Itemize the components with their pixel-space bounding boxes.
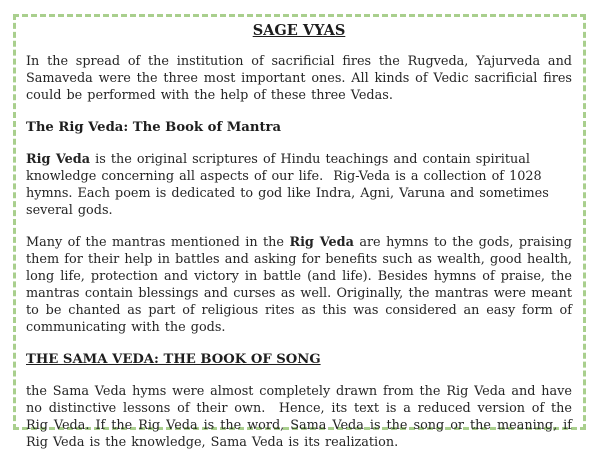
- page-title: SAGE VYAS: [252, 22, 346, 39]
- mantras-text-post: are hymns to the gods, praising them for their help in battles and asking for benefits such as wealth, good health, long life, protection and victory in battle (and life). Besides hymns of praise, the mantras contain blessings and curses as well. Originally, the mantras were meant to be chanted as part of religious rites as this was considered an easy form of communicating with the gods.: [26, 235, 572, 335]
- mantras-text-pre: Many of the mantras mentioned in the: [26, 235, 290, 250]
- paragraph-mantras: [26, 234, 572, 336]
- rig-veda-bold-inline: Rig Veda: [289, 235, 354, 250]
- content-frame: [13, 14, 586, 450]
- paragraph-sama-veda: the Sama Veda hyms were almost completely drawn from the Rig Veda and have no distinctive lessons of their own. Hence, its text is a reduced version of the Rig Veda. If the Rig Veda is the word, Sama Veda is the song or the meaning, if Rig Veda is the knowledge, Sama Veda is its realization.: [26, 384, 572, 450]
- heading-sama-veda: THE SAMA VEDA: THE BOOK OF SONG: [26, 352, 321, 367]
- rig-veda-text: is the original scriptures of Hindu teachings and contain spiritual knowledge concerning all aspects of our life. Rig-Veda is a collection of 1028 hymns. Each poem is dedicated to god like Indra, Agni, Varuna and sometimes several gods.: [26, 152, 549, 218]
- heading-rig-veda: The Rig Veda: The Book of Mantra: [26, 120, 282, 135]
- paragraph-intro: In the spread of the institution of sacrificial fires the Rugveda, Yajurveda and Samaveda were the three most important ones. All kinds of Vedic sacrificial fires could be performed with the help of these three Vedas.: [26, 54, 572, 103]
- title-row: [26, 22, 572, 40]
- rig-veda-bold-lead: Rig Veda: [26, 152, 91, 167]
- paragraph-rig-veda: [26, 151, 572, 219]
